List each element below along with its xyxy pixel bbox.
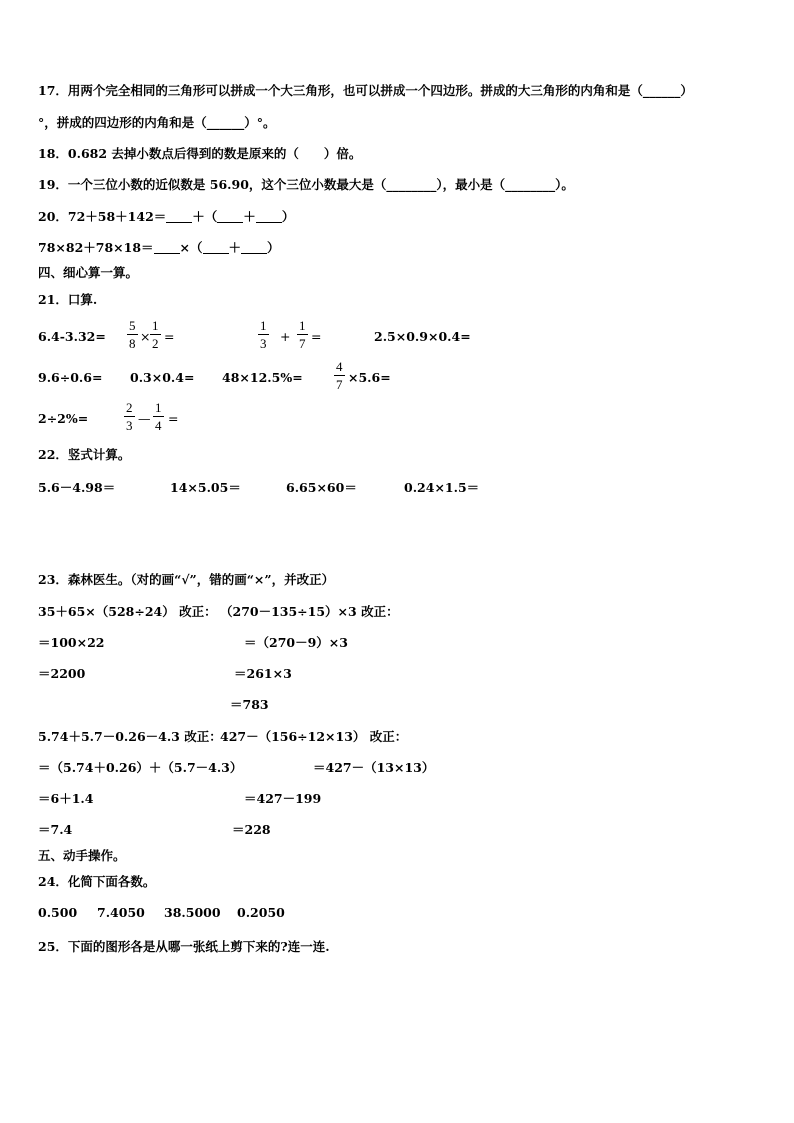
q25: 25．下面的图形各是从哪一张纸上剪下来的?连一连. [38, 939, 330, 954]
fraction-1-2 [150, 317, 161, 352]
q24-title: 24．化简下面各数。 [38, 874, 156, 889]
q23-b-line-2: ＝（270－9）×3 [244, 635, 348, 650]
frac-num: 5 [129, 318, 136, 333]
q23-c-line-3: ＝6＋1.4 [38, 791, 94, 806]
frac-den: 3 [126, 418, 133, 433]
fraction-4-7 [334, 358, 345, 393]
frac-num: 1 [152, 318, 159, 333]
q24-item-3: 38.5000 [164, 905, 221, 920]
equals: = [311, 329, 322, 344]
q22-title: 22．竖式计算。 [38, 447, 131, 462]
q21-r1c1: 6.4-3.32= [38, 329, 106, 344]
q21-r1c4: 2.5×0.9×0.4= [374, 329, 471, 344]
q24-item-4: 0.2050 [237, 905, 285, 920]
q21-r2c4-rest: ×5.6= [348, 370, 391, 385]
equals: = [164, 329, 175, 344]
frac-den: 8 [129, 336, 136, 351]
q17-line2: °，拼成的四边形的内角和是（______）°。 [38, 115, 276, 130]
q23-b-line-1: （270－135÷15）×3 改正： [220, 604, 399, 619]
q19: 19．一个三位小数的近似数是 56.90，这个三位小数最大是（________），最小是（________）。 [38, 177, 574, 192]
frac-den: 3 [260, 336, 267, 351]
frac-num: 2 [126, 400, 133, 415]
q23-a-line-3: ＝2200 [38, 666, 86, 681]
frac-num: 4 [336, 359, 343, 374]
frac-num: 1 [260, 318, 267, 333]
equals: = [168, 411, 179, 426]
q22-item-1: 5.6－4.98＝ [38, 480, 116, 495]
fraction-1-3 [258, 317, 269, 352]
q23-d-line-3: ＝427－199 [244, 791, 322, 806]
q23-a-line-2: ＝100×22 [38, 635, 105, 650]
op-plus: + [280, 329, 291, 344]
q23-b-line-4: ＝783 [230, 697, 269, 712]
q22-item-3: 6.65×60＝ [286, 480, 357, 495]
q23-d-line-4: ＝228 [232, 822, 271, 837]
q22-item-2: 14×5.05＝ [170, 480, 241, 495]
answer-blank[interactable] [203, 241, 229, 254]
frac-den: 4 [155, 418, 162, 433]
q21-r2c1: 9.6÷0.6= [38, 370, 103, 385]
q20-line2-mid: ×（ [179, 240, 203, 255]
q20-line2 [38, 240, 280, 256]
frac-num: 1 [155, 400, 162, 415]
fraction-5-8 [127, 317, 138, 352]
q23-c-line-2: ＝（5.74＋0.26）＋（5.7－4.3） [38, 760, 243, 775]
fraction-2-3 [124, 399, 135, 434]
q20-line1-end: ） [281, 209, 295, 224]
q17-line1: 17．用两个完全相同的三角形可以拼成一个大三角形，也可以拼成一个四边形。拼成的大三角形的内角和是（______） [38, 83, 693, 98]
q23-a-line-1: 35＋65×（528÷24） 改正： [38, 604, 217, 619]
answer-blank[interactable] [256, 210, 282, 223]
q20-line1-prefix: 20．72＋58＋142＝ [38, 209, 167, 224]
q20-line2-end: ） [267, 240, 280, 255]
frac-den: 7 [299, 336, 306, 351]
q20-line2-prefix: 78×82＋78×18＝ [38, 240, 154, 255]
answer-blank[interactable] [154, 241, 180, 254]
q22-item-4: 0.24×1.5＝ [404, 480, 480, 495]
fraction-1-4 [153, 399, 164, 434]
op-minus: — [138, 411, 151, 426]
q18: 18．0.682 去掉小数点后得到的数是原来的（ ）倍。 [38, 146, 362, 161]
frac-den: 7 [336, 377, 343, 392]
q21-r3c1: 2÷2%= [38, 411, 89, 426]
q20-line1-mid: ＋（ [192, 209, 218, 224]
q24-item-1: 0.500 [38, 905, 78, 920]
q21-r2c3: 48×12.5%= [222, 370, 303, 385]
q23-title: 23．森林医生。（对的画“√”，错的画“×”，并改正） [38, 572, 335, 587]
answer-blank[interactable] [217, 210, 243, 223]
q20-line2-plus: ＋ [228, 240, 242, 255]
fraction-1-7 [297, 317, 308, 352]
q23-c-line-4: ＝7.4 [38, 822, 73, 837]
q21-r2c2: 0.3×0.4= [130, 370, 195, 385]
q23-d-line-1: 427－（156÷12×13） 改正： [220, 729, 408, 744]
q24-item-2: 7.4050 [97, 905, 145, 920]
q23-b-line-3: ＝261×3 [234, 666, 292, 681]
q20-line1-plus: ＋ [243, 209, 256, 224]
q23-d-line-2: ＝427－（13×13） [313, 760, 435, 775]
q20-line1 [38, 209, 294, 225]
answer-blank[interactable] [241, 241, 267, 254]
section-5-heading: 五、动手操作。 [38, 848, 126, 863]
section-4-heading: 四、细心算一算。 [38, 265, 139, 280]
frac-den: 2 [152, 336, 159, 351]
op-times: × [140, 329, 151, 344]
answer-blank[interactable] [166, 210, 192, 223]
frac-num: 1 [299, 318, 306, 333]
q21-title: 21．口算. [38, 292, 98, 307]
q23-c-line-1: 5.74＋5.7－0.26－4.3 改正： [38, 729, 222, 744]
